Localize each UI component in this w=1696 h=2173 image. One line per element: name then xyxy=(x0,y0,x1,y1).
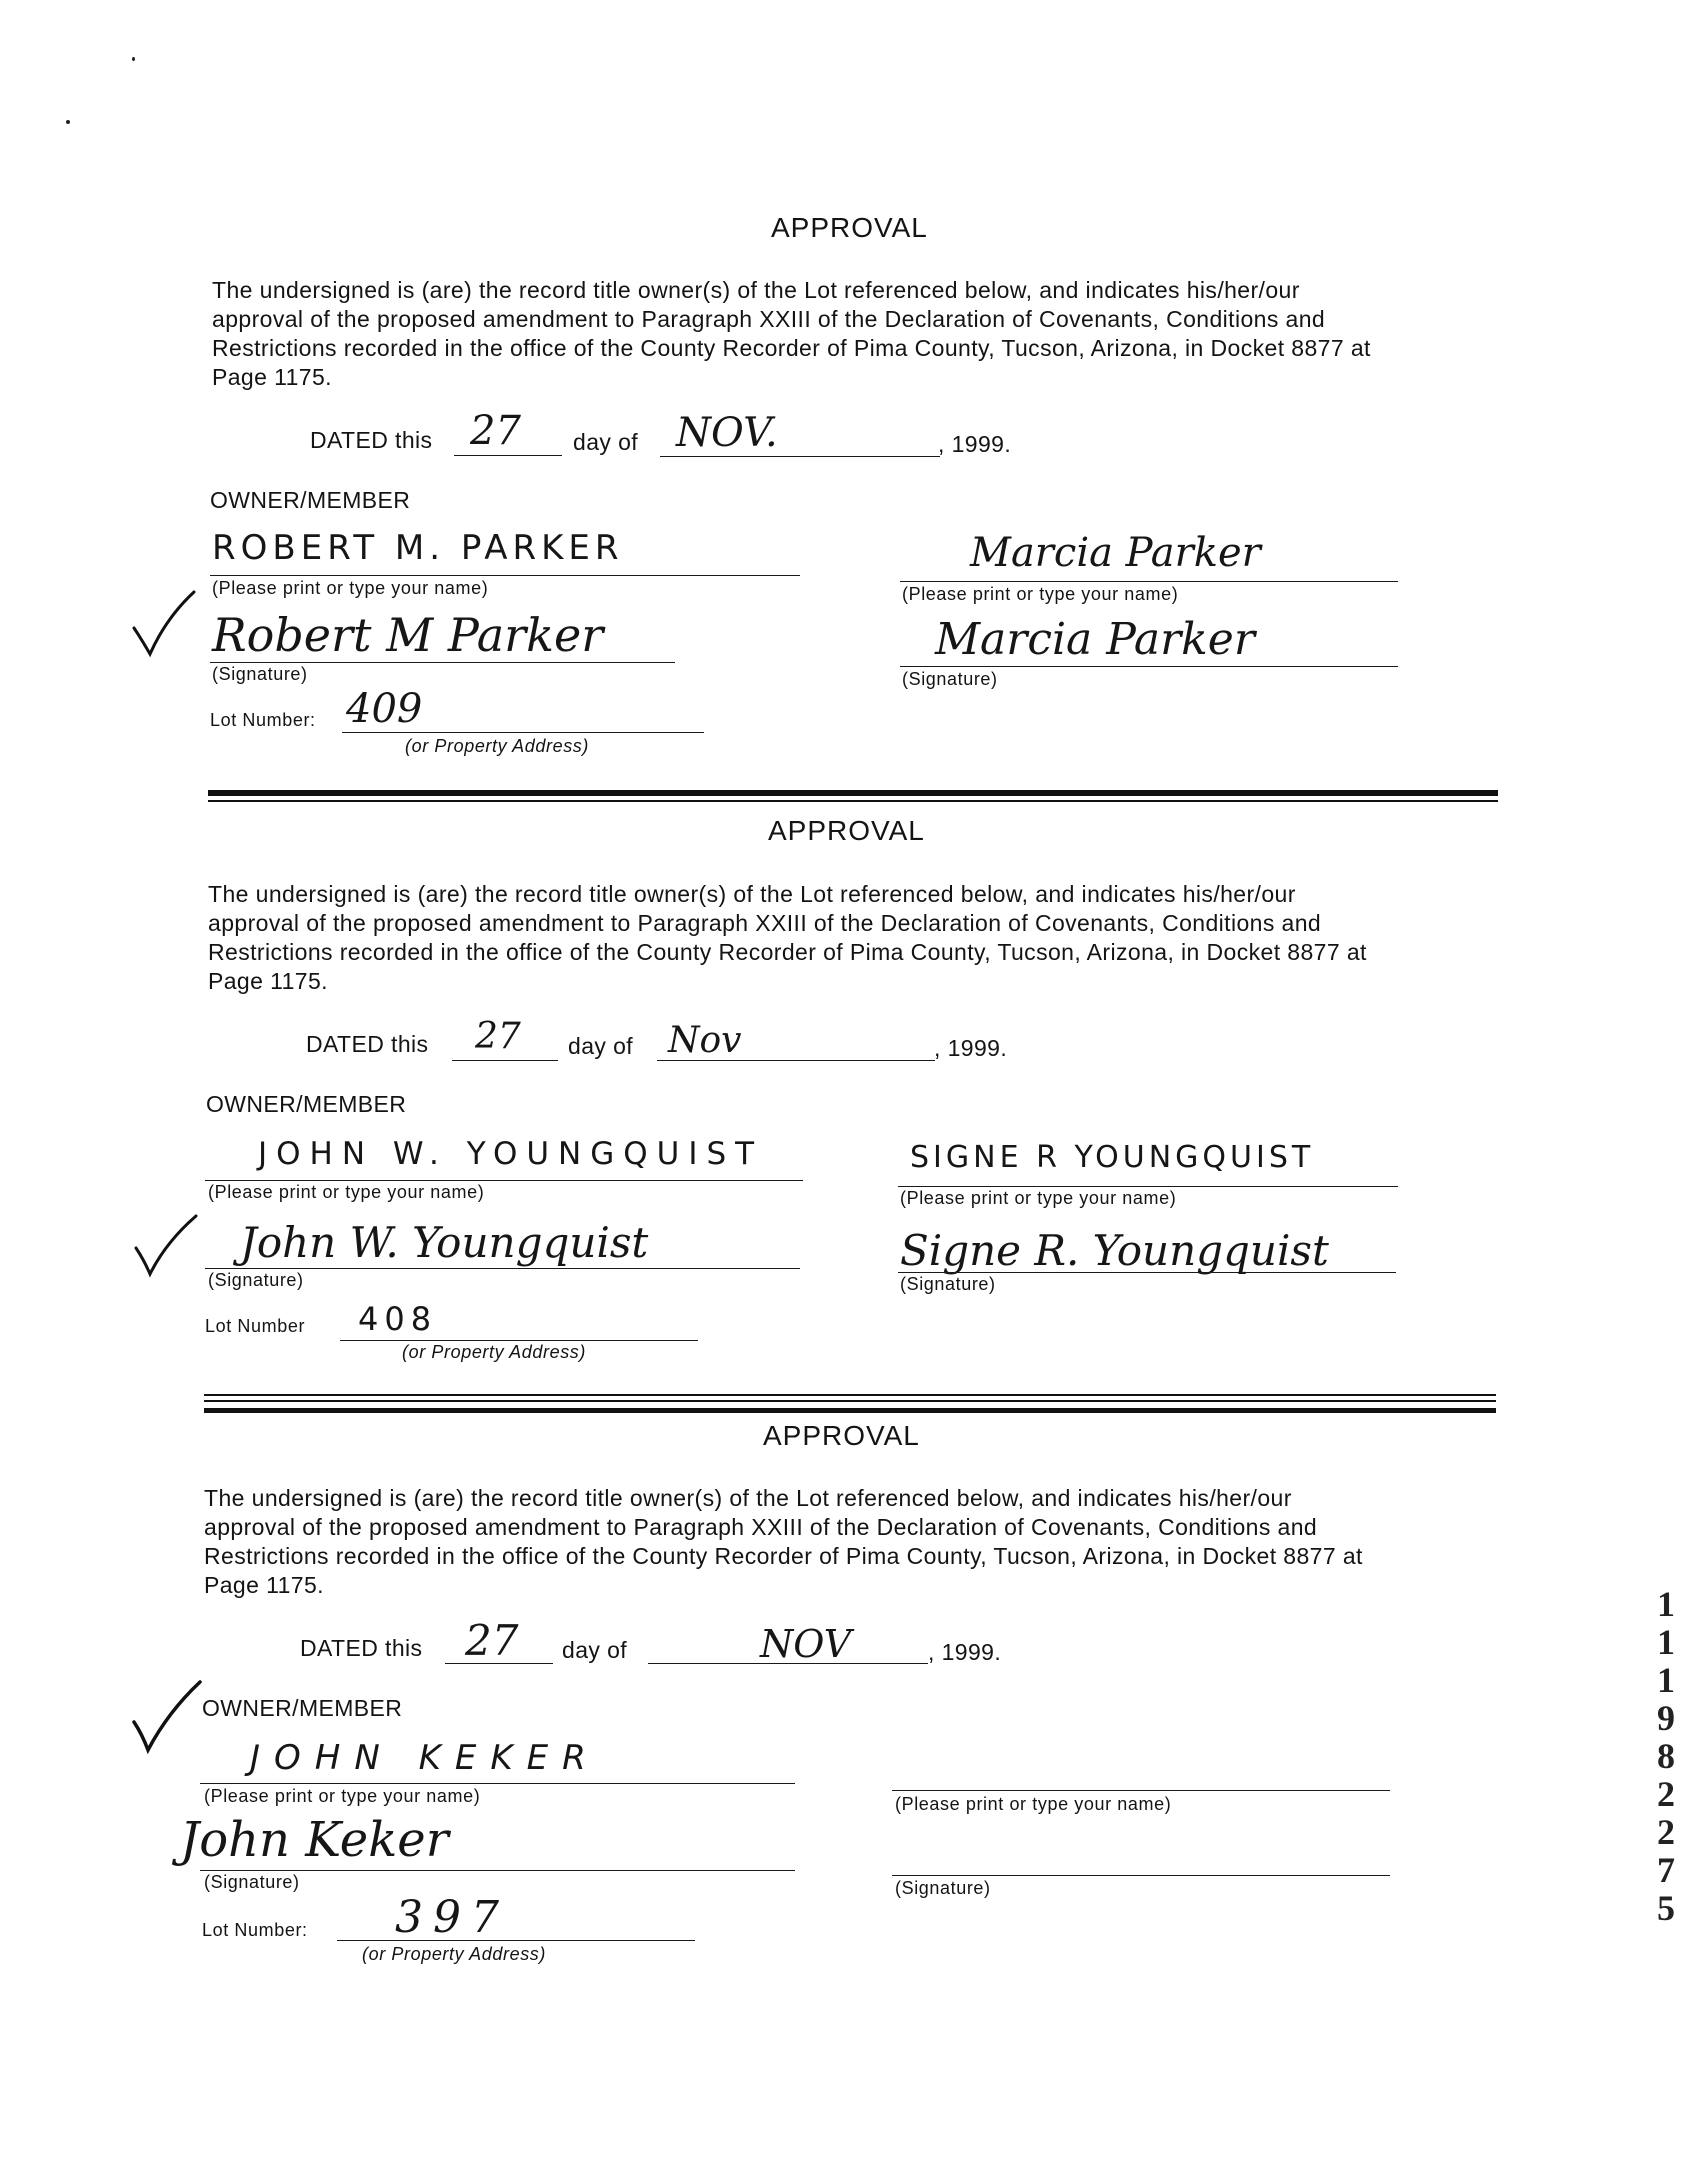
dated-label: DATED this xyxy=(300,1635,423,1661)
year-label: , 1999. xyxy=(928,1639,1002,1665)
signature-caption: (Signature) xyxy=(895,1878,991,1898)
dated-month-handwritten: NOV. xyxy=(676,410,778,456)
lot-number-label: Lot Number: xyxy=(210,710,316,730)
dated-day-handwritten: 27 xyxy=(470,408,521,454)
owner2-printed-name: SIGNE R YOUNGQUIST xyxy=(910,1140,1315,1175)
lot-number-handwritten: 408 xyxy=(358,1300,438,1338)
approval-paragraph: The undersigned is (are) the record title owner(s) of the Lot referenced below, and indicates his/her/our approval of the proposed amendment to Paragraph XXIII of the Declaration of Covenants, Conditions and Restrictions recorded in the office of the County Recorder of Pima County, Tucson, Arizona, in Docket 8877 at Page 1175. xyxy=(212,277,1371,390)
name-caption: (Please print or type your name) xyxy=(208,1182,485,1202)
owner-member-label: OWNER/MEMBER xyxy=(210,487,411,513)
owner-member-label: OWNER/MEMBER xyxy=(206,1091,407,1117)
name-caption: (Please print or type your name) xyxy=(204,1786,481,1806)
dated-day-handwritten: 27 xyxy=(475,1016,521,1057)
dated-day-handwritten: 27 xyxy=(465,1616,519,1665)
lot-number-handwritten: 397 xyxy=(395,1892,509,1943)
signature-caption: (Signature) xyxy=(900,1274,996,1294)
name-caption: (Please print or type your name) xyxy=(902,584,1179,604)
lot-caption: (or Property Address) xyxy=(405,736,589,756)
day-of-label: day of xyxy=(568,1033,634,1059)
lot-number-label: Lot Number xyxy=(205,1316,306,1336)
section-divider xyxy=(208,790,1498,796)
approval-paragraph: The undersigned is (are) the record title owner(s) of the Lot referenced below, and indicates his/her/our approval of the proposed amendment to Paragraph XXIII of the Declaration of Covenants, Conditions and Restrictions recorded in the office of the County Recorder of Pima County, Tucson, Arizona, in Docket 8877 at Page 1175. xyxy=(208,881,1367,994)
owner2-signature: Marcia Parker xyxy=(935,614,1255,665)
owner2-printed-name: Marcia Parker xyxy=(970,530,1261,576)
year-label: , 1999. xyxy=(938,431,1012,457)
owner1-signature: John W. Youngquist xyxy=(240,1218,649,1267)
owner1-signature: John Keker xyxy=(180,1812,449,1868)
scan-speck xyxy=(66,120,70,124)
owner1-signature: Robert M Parker xyxy=(212,608,604,662)
section-divider xyxy=(208,800,1498,802)
owner1-printed-name: JOHN W. YOUNGQUIST xyxy=(258,1136,764,1172)
owner1-printed-name: JOHN KEKER xyxy=(250,1738,600,1778)
checkmark-icon xyxy=(128,588,198,660)
dated-label: DATED this xyxy=(310,427,433,453)
section-divider xyxy=(204,1394,1496,1396)
name-caption: (Please print or type your name) xyxy=(900,1188,1177,1208)
signature-caption: (Signature) xyxy=(208,1270,304,1290)
day-of-label: day of xyxy=(573,429,639,455)
owner2-signature: Signe R. Youngquist xyxy=(900,1226,1329,1275)
signature-caption: (Signature) xyxy=(902,669,998,689)
owner1-printed-name: ROBERT M. PARKER xyxy=(212,528,624,568)
dated-month-handwritten: Nov xyxy=(668,1020,742,1061)
name-caption: (Please print or type your name) xyxy=(212,578,489,598)
day-of-label: day of xyxy=(562,1637,628,1663)
approval-paragraph: The undersigned is (are) the record title owner(s) of the Lot referenced below, and indicates his/her/our approval of the proposed amendment to Paragraph XXIII of the Declaration of Covenants, Conditions and Restrictions recorded in the office of the County Recorder of Pima County, Tucson, Arizona, in Docket 8877 at Page 1175. xyxy=(204,1485,1363,1598)
dated-label: DATED this xyxy=(306,1031,429,1057)
checkmark-icon xyxy=(128,1678,204,1758)
lot-number-handwritten: 409 xyxy=(346,686,423,732)
lot-caption: (or Property Address) xyxy=(402,1342,586,1362)
year-label: , 1999. xyxy=(934,1035,1008,1061)
checkmark-icon xyxy=(130,1212,200,1284)
section-heading: APPROVAL xyxy=(771,212,928,243)
lot-number-label: Lot Number: xyxy=(202,1920,308,1940)
scan-speck xyxy=(132,57,135,61)
lot-caption: (or Property Address) xyxy=(362,1944,546,1964)
name-caption: (Please print or type your name) xyxy=(895,1794,1172,1814)
document-margin-number: 1 1 1 9 8 2 2 7 5 xyxy=(1657,1584,1675,1928)
dated-month-handwritten: NOV xyxy=(760,1622,852,1666)
section-divider xyxy=(204,1408,1496,1413)
owner-member-label: OWNER/MEMBER xyxy=(202,1695,403,1721)
section-heading: APPROVAL xyxy=(763,1420,920,1451)
section-heading: APPROVAL xyxy=(768,815,925,846)
section-divider xyxy=(204,1400,1496,1402)
signature-caption: (Signature) xyxy=(204,1872,300,1892)
signature-caption: (Signature) xyxy=(212,664,308,684)
